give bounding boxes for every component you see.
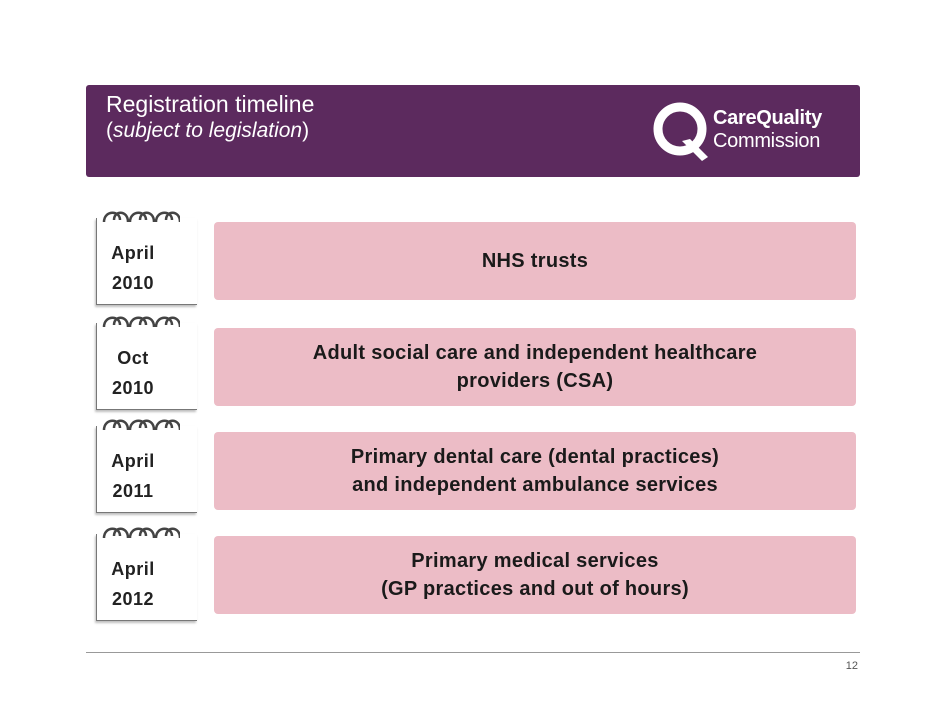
- band-text: [351, 443, 719, 499]
- calendar-date: [103, 554, 163, 614]
- band-text: [482, 247, 588, 275]
- calendar-rings-icon: [100, 313, 180, 337]
- page-number: 12: [845, 660, 858, 672]
- band-line: Primary medical services: [411, 550, 659, 572]
- timeline-band: [214, 328, 856, 406]
- cqc-logo: [652, 101, 847, 163]
- band-text: [381, 547, 689, 603]
- footer-divider: [86, 652, 860, 653]
- subtitle-open-paren: (: [106, 119, 113, 142]
- band-line: (GP practices and out of hours): [381, 578, 689, 600]
- band-text: [313, 339, 757, 395]
- calendar-month: Oct: [117, 348, 149, 368]
- calendar-date: [103, 238, 163, 298]
- calendar-icon: [94, 208, 198, 314]
- calendar-month: April: [111, 559, 155, 579]
- timeline-row: [0, 524, 942, 634]
- calendar-year: 2012: [111, 589, 155, 609]
- calendar-rings-icon: [100, 208, 180, 232]
- calendar-year: 2010: [111, 273, 155, 293]
- timeline-row: [0, 208, 942, 318]
- subtitle-italic-text: subject to legislation: [113, 119, 303, 142]
- calendar-icon: [94, 416, 198, 522]
- band-line: Adult social care and independent healthcare: [312, 342, 758, 364]
- calendar-date: [103, 446, 163, 506]
- timeline-row: [0, 416, 942, 526]
- timeline-band: [214, 222, 856, 300]
- logo-line1: CareQuality: [713, 107, 822, 129]
- calendar-date: [103, 343, 163, 403]
- logo-line2: Commission: [713, 130, 821, 152]
- timeline-band: [214, 432, 856, 510]
- page-title: Registration timeline: [106, 91, 315, 117]
- subtitle-close-paren: ): [302, 119, 310, 142]
- band-line: NHS trusts: [481, 250, 589, 272]
- band-line: and independent ambulance services: [352, 474, 718, 496]
- calendar-year: 2010: [111, 378, 155, 398]
- title-banner: [86, 85, 860, 177]
- band-line: providers (CSA): [456, 370, 614, 392]
- calendar-icon: [94, 524, 198, 630]
- band-line: Primary dental care (dental practices): [350, 446, 720, 468]
- calendar-month: April: [111, 451, 155, 471]
- logo-wordmark: [713, 107, 822, 153]
- calendar-icon: [94, 313, 198, 419]
- timeline-band: [214, 536, 856, 614]
- cqc-q-logo-icon: [652, 101, 710, 163]
- calendar-rings-icon: [100, 524, 180, 548]
- calendar-month: April: [111, 243, 155, 263]
- page-subtitle: [106, 119, 309, 143]
- calendar-year: 2011: [112, 481, 154, 501]
- calendar-rings-icon: [100, 416, 180, 440]
- timeline-row: [0, 313, 942, 423]
